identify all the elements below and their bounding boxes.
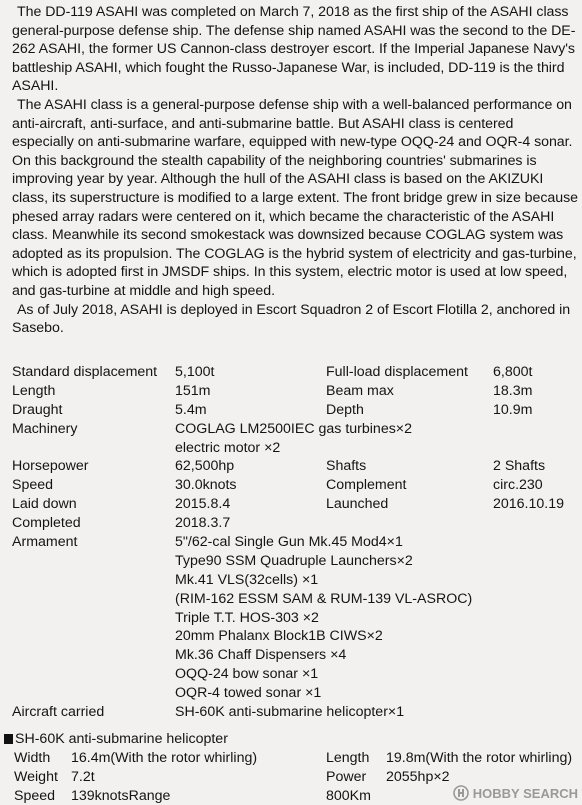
spec-row-length <box>12 382 578 401</box>
spec-value: 2016.10.19 <box>493 496 565 513</box>
spec-value: 18.3m <box>493 382 533 399</box>
spec-label: Full-load displacement <box>326 364 468 380</box>
paragraph-history: The DD-119 ASAHI was completed on March 7, 2018 as the first ship of the ASAHI class general-purpose defense ship. The defense ship named ASAHI was the second to the DE-262 ASAHI, the former US Cannon-class destroyer escort. If the Imperial Japanese Navy's battleship ASAHI, which fought the Russo-Japanese War, is included, DD-119 is the third ASAHI. <box>12 4 576 95</box>
spec-label: Completed <box>12 515 81 532</box>
spec-row-armament-cont <box>12 665 578 684</box>
heli-row-weight <box>4 768 578 787</box>
armament-item: 5"/62-cal Single Gun Mk.45 Mod4×1 <box>175 534 403 551</box>
spec-row-draught <box>12 401 578 420</box>
watermark <box>453 785 578 801</box>
spec-value: 6,800t <box>493 364 533 380</box>
spec-row-armament-cont <box>12 646 578 665</box>
spec-value: circ.230 <box>493 477 543 494</box>
spec-value: 62,500hp <box>175 458 235 475</box>
spec-value: 30.0knots <box>175 477 237 494</box>
spec-value: SH-60K anti-submarine helicopter×1 <box>175 704 405 721</box>
armament-item: Mk.36 Chaff Dispensers ×4 <box>175 647 347 664</box>
spec-value: 5.4m <box>175 401 207 418</box>
armament-item: Type90 SSM Quadruple Launchers×2 <box>175 552 413 569</box>
spec-row-armament <box>12 533 578 552</box>
spec-row-machinery <box>12 420 578 439</box>
black-square-bullet-icon <box>4 734 13 744</box>
spec-label: Machinery <box>12 420 78 437</box>
spec-label: Weight <box>14 768 58 785</box>
spec-value: 151m <box>175 382 211 399</box>
spec-row-completed <box>12 514 578 533</box>
spec-label: Speed <box>14 787 56 804</box>
spec-label: Horsepower <box>12 458 89 475</box>
helicopter-title: SH-60K anti-submarine helicopter <box>15 731 228 747</box>
spec-row-laid-down <box>12 495 578 514</box>
spec-row-machinery-cont <box>12 439 578 458</box>
spec-label: Length <box>12 382 56 399</box>
spec-value: COGLAG LM2500IEC gas turbines×2 <box>175 420 412 437</box>
spec-value: 2 Shafts <box>493 458 546 475</box>
spec-label: Width <box>14 750 51 766</box>
spec-label: Launched <box>326 496 389 513</box>
spec-row-armament-cont <box>12 571 578 590</box>
spec-value: 16.4m(With the rotor whirling) <box>71 750 258 766</box>
spec-row-displacement <box>12 363 578 382</box>
spec-row-armament-cont <box>12 552 578 571</box>
paragraph-deployment: As of July 2018, ASAHI is deployed in Escort Squadron 2 of Escort Flotilla 2, anchored in Sasebo. <box>12 301 571 337</box>
armament-item: Mk.41 VLS(32cells) ×1 <box>175 571 319 588</box>
spec-label: Shafts <box>326 458 367 475</box>
spec-value: 139knotsRange <box>71 787 171 804</box>
spec-value: 5,100t <box>175 364 215 380</box>
spec-row-armament-cont <box>12 627 578 646</box>
spec-label: Armament <box>12 534 78 551</box>
spec-value: 2055hp×2 <box>386 768 450 785</box>
watermark-text: HOBBY SEARCH <box>472 785 578 801</box>
paragraph-class-features: The ASAHI class is a general-purpose defense ship with a well-balanced performance on anti-aircraft, anti-surface, and anti-submarine battle. But ASAHI class is centered especially on anti-submarine warfare, equipped with new-type OQQ-24 and OQR-4 sonar. On this background the stealth capability of the neighboring countries' submarines is improving year by year. Although the hull of the ASAHI class is based on the AKIZUKI class, its superstructure is modified to a large extent. The front bridge grew in size because phesed array radars were centered on it, which became the characteristic of the ASAHI class. Meanwhile its second smokestack was downsized because COGLAG system was adopted as its propulsion. The COGLAG is the hybrid system of electricity and gas-turbine, which is adopted first in JMSDF ships. In this system, electric motor is used at low speed, and gas-turbine at middle and high speed. <box>12 96 578 299</box>
heli-row-dimensions <box>4 749 578 768</box>
specifications-table <box>12 363 578 722</box>
spec-value: 7.2t <box>71 768 95 785</box>
spec-label: Power <box>326 768 367 785</box>
spec-label: Length <box>326 750 370 766</box>
spec-row-aircraft <box>12 703 578 722</box>
spec-row-horsepower <box>12 457 578 476</box>
spec-label: Depth <box>326 401 364 418</box>
armament-item: 20mm Phalanx Block1B CIWS×2 <box>175 628 383 645</box>
spec-value: electric motor ×2 <box>175 439 281 456</box>
spec-label: Speed <box>12 477 54 494</box>
armament-item: (RIM-162 ESSM SAM & RUM-139 VL-ASROC) <box>175 590 473 607</box>
armament-item: OQQ-24 bow sonar ×1 <box>175 666 319 683</box>
spec-value: 800Km <box>326 787 371 804</box>
spec-label: Laid down <box>12 496 77 513</box>
description-text <box>12 3 578 338</box>
helicopter-heading <box>4 730 578 749</box>
spec-value: 2015.8.4 <box>175 496 231 513</box>
spec-label: Standard displacement <box>12 364 158 380</box>
spec-row-speed <box>12 476 578 495</box>
spec-row-armament-cont <box>12 684 578 703</box>
armament-item: OQR-4 towed sonar ×1 <box>175 685 322 702</box>
spec-value: 2018.3.7 <box>175 515 231 532</box>
spec-row-armament-cont <box>12 609 578 628</box>
spec-row-armament-cont <box>12 590 578 609</box>
spec-label: Draught <box>12 401 63 418</box>
hobby-search-logo-icon <box>453 785 469 801</box>
spec-label: Aircraft carried <box>12 704 105 721</box>
spec-label: Beam max <box>326 382 394 399</box>
armament-item: Triple T.T. HOS-303 ×2 <box>175 609 319 626</box>
spec-value: 19.8m(With the rotor whirling) <box>386 750 573 766</box>
spec-label: Complement <box>326 477 407 494</box>
spec-value: 10.9m <box>493 401 533 418</box>
